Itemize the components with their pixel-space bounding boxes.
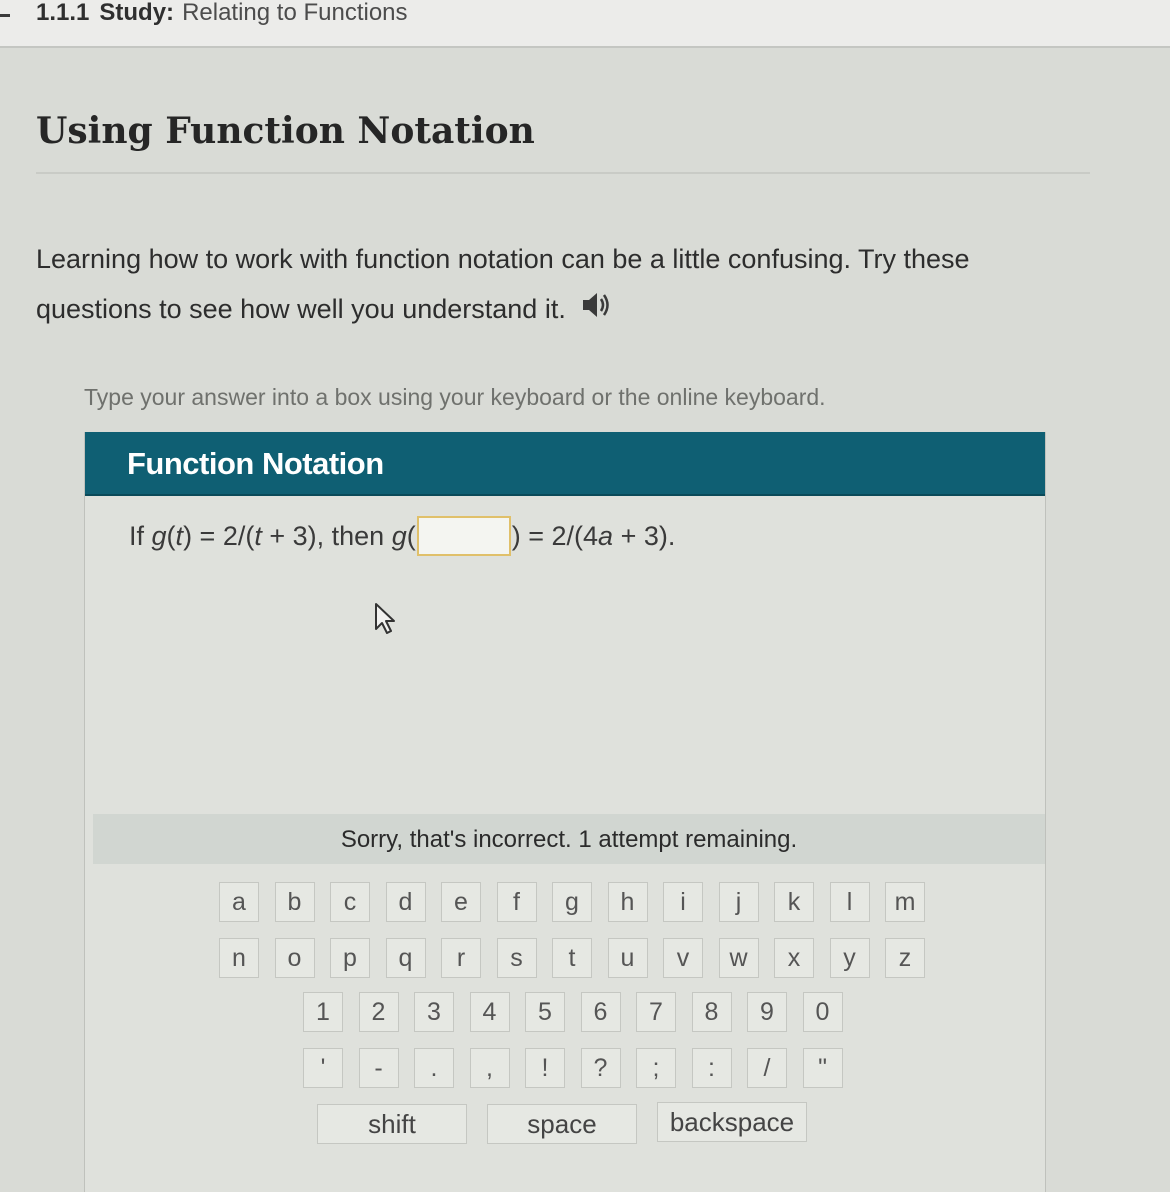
q-part: + 3), then: [261, 521, 392, 552]
key-4[interactable]: 4: [470, 992, 510, 1032]
key-v[interactable]: v: [663, 938, 703, 978]
shift-key[interactable]: shift: [317, 1104, 467, 1144]
q-part: + 3).: [613, 521, 676, 552]
key-r[interactable]: r: [441, 938, 481, 978]
feedback-message: Sorry, that's incorrect. 1 attempt remaining.: [340, 826, 798, 853]
key-m[interactable]: m: [885, 882, 925, 922]
key-0[interactable]: 0: [803, 992, 843, 1032]
q-var: g: [151, 521, 167, 552]
lesson-kind: Study:: [99, 0, 175, 26]
key-o[interactable]: o: [275, 938, 315, 978]
space-key[interactable]: space: [487, 1104, 637, 1144]
key-j[interactable]: j: [719, 882, 759, 922]
key-u[interactable]: u: [608, 938, 648, 978]
key-9[interactable]: 9: [747, 992, 787, 1032]
key-g[interactable]: g: [552, 882, 592, 922]
panel-header: [85, 432, 1045, 496]
feedback-bar: [93, 814, 1045, 864]
key-a[interactable]: a: [219, 882, 259, 922]
key-w[interactable]: w: [719, 938, 759, 978]
key-3[interactable]: 3: [414, 992, 454, 1032]
intro-paragraph: [36, 234, 1046, 336]
key-punct-4[interactable]: !: [525, 1048, 565, 1088]
q-part: ) = 2/(4: [511, 521, 599, 552]
lesson-title: Relating to Functions: [182, 0, 408, 26]
q-var: t: [175, 521, 184, 552]
question-panel: [84, 432, 1046, 1192]
key-1[interactable]: 1: [303, 992, 343, 1032]
q-part: If: [129, 521, 152, 552]
q-part: ) = 2/(: [183, 521, 255, 552]
key-punct-7[interactable]: :: [692, 1048, 732, 1088]
key-e[interactable]: e: [441, 882, 481, 922]
key-6[interactable]: 6: [581, 992, 621, 1032]
q-var: g: [391, 521, 407, 552]
mouse-cursor-icon: [373, 602, 399, 641]
instructions: Type your answer into a box using your keyboard or the online keyboard.: [84, 384, 826, 410]
key-8[interactable]: 8: [692, 992, 732, 1032]
key-5[interactable]: 5: [525, 992, 565, 1032]
q-part: (: [406, 521, 416, 552]
divider: [36, 172, 1090, 174]
panel-title: Function Notation: [127, 446, 384, 481]
key-h[interactable]: h: [608, 882, 648, 922]
key-l[interactable]: l: [830, 882, 870, 922]
q-part: (: [166, 521, 176, 552]
key-c[interactable]: c: [330, 882, 370, 922]
key-b[interactable]: b: [275, 882, 315, 922]
key-q[interactable]: q: [386, 938, 426, 978]
key-i[interactable]: i: [663, 882, 703, 922]
backspace-key[interactable]: backspace: [657, 1102, 807, 1142]
speaker-icon[interactable]: [580, 286, 612, 336]
key-z[interactable]: z: [885, 938, 925, 978]
key-x[interactable]: x: [774, 938, 814, 978]
intro-text: Learning how to work with function notation can be a little confusing. Try these questions to see how well you understand it.: [36, 244, 970, 324]
key-f[interactable]: f: [497, 882, 537, 922]
key-punct-6[interactable]: ;: [636, 1048, 676, 1088]
breadcrumb: [36, 0, 408, 26]
page-title: Using Function Notation: [36, 110, 535, 152]
q-var: a: [598, 521, 614, 552]
key-s[interactable]: s: [497, 938, 537, 978]
key-y[interactable]: y: [830, 938, 870, 978]
key-n[interactable]: n: [219, 938, 259, 978]
key-punct-1[interactable]: -: [359, 1048, 399, 1088]
key-punct-8[interactable]: /: [747, 1048, 787, 1088]
key-punct-9[interactable]: ": [803, 1048, 843, 1088]
question-text: [129, 518, 675, 558]
edge-mark: [0, 14, 10, 17]
key-t[interactable]: t: [552, 938, 592, 978]
key-2[interactable]: 2: [359, 992, 399, 1032]
key-punct-0[interactable]: ': [303, 1048, 343, 1088]
key-7[interactable]: 7: [636, 992, 676, 1032]
key-d[interactable]: d: [386, 882, 426, 922]
answer-input[interactable]: [417, 516, 511, 556]
key-punct-2[interactable]: .: [414, 1048, 454, 1088]
top-bar: [0, 0, 1170, 48]
q-var: t: [254, 521, 262, 552]
key-p[interactable]: p: [330, 938, 370, 978]
lesson-number: 1.1.1: [36, 0, 90, 26]
key-punct-3[interactable]: ,: [470, 1048, 510, 1088]
key-k[interactable]: k: [774, 882, 814, 922]
key-punct-5[interactable]: ?: [581, 1048, 621, 1088]
